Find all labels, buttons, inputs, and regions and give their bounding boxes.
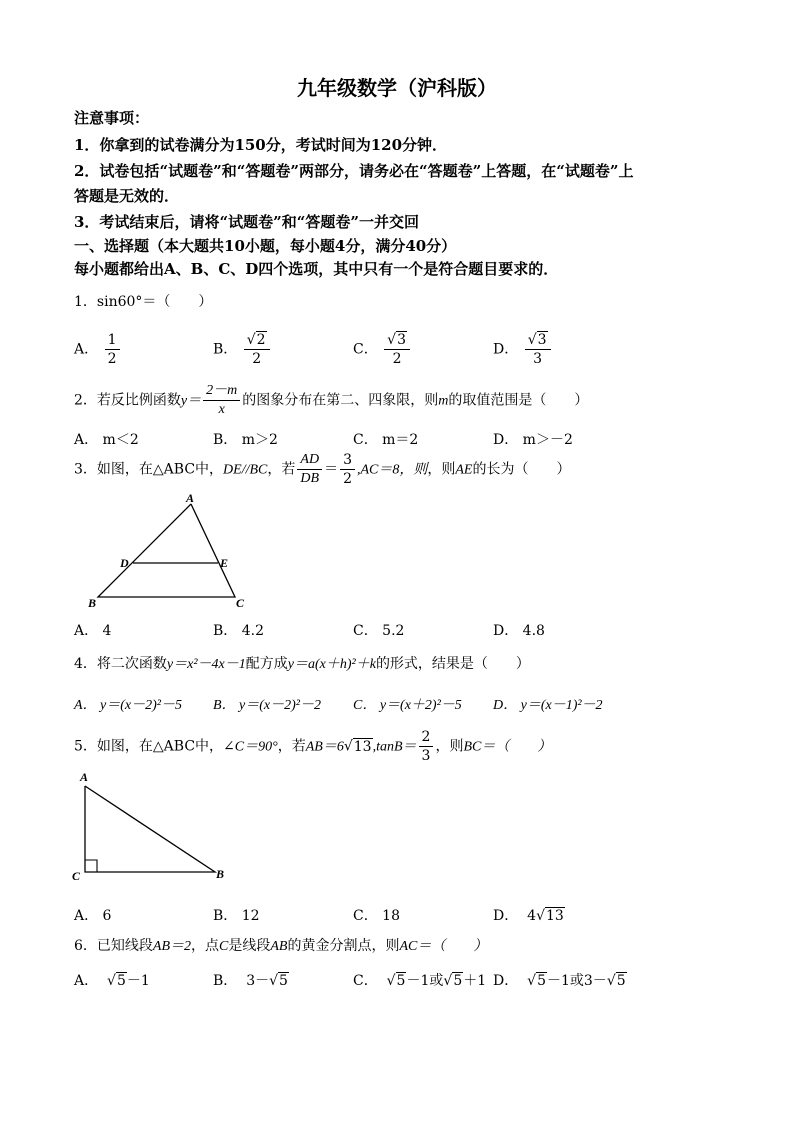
q4-option-c: C． y＝(x＋2)²－5 [353, 698, 462, 713]
q3-triangle-figure [74, 490, 254, 612]
section-heading: 一、选择题（本大题共10小题，每小题4分，满分40分） [74, 237, 457, 255]
notice-item-1: 1．你拿到的试卷满分为150分，考试时间为120分钟． [74, 136, 448, 154]
q2-option-d: D． m＞－2 [493, 432, 573, 448]
question-3-stem: 3．如图，在△ABC中，DE//BC，若 $\frac{AD}{DB}$ ＝ $\frac{3}{2}$ ,AC＝8，则，则AE的长为（ ） [74, 452, 571, 487]
label-b: B [88, 596, 97, 610]
q3-option-c: C． 5.2 [353, 623, 405, 639]
right-angle-mark [85, 860, 97, 872]
q4-option-a: A． y＝(x－2)²－5 [74, 698, 183, 713]
q2-option-a: A． m＜2 [74, 432, 139, 448]
triangle-abc [98, 504, 235, 597]
q5-option-b: B． 12 [213, 908, 260, 924]
q2-option-c: C． m＝2 [353, 432, 419, 448]
q5-right-triangle-figure [70, 770, 240, 890]
label-a: A [80, 770, 89, 784]
q1-option-b: B． $\frac{√2}{2}$ [213, 333, 272, 366]
label-c: C [72, 869, 81, 883]
q4-option-d: D． y＝(x－1)²－2 [493, 698, 603, 713]
q5-option-a: A． 6 [74, 908, 112, 924]
q6-option-b: B． 3－√5 [213, 973, 288, 989]
section-description: 每小题都给出A、B、C、D四个选项，其中只有一个是符合题目要求的． [74, 260, 559, 278]
notice-item-2: 2．试卷包括“试题卷”和“答题卷”两部分，请务必在“答题卷”上答题，在“试题卷”上 [74, 162, 634, 180]
q6-option-d: D． √5－1或3－√5 [493, 973, 626, 989]
notice-item-3: 3．考试结束后，请将“试题卷”和“答题卷”一并交回 [74, 213, 419, 231]
question-6-stem: 6．已知线段AB＝2，点C是线段AB的黄金分割点，则AC＝（ ） [74, 938, 488, 954]
notice-heading: 注意事项： [74, 109, 150, 127]
triangle-abc-right [85, 786, 215, 872]
q6-option-c: C． √5－1或√5＋1 [353, 973, 487, 989]
q3-option-a: A． 4 [74, 623, 112, 639]
q1-option-a: A． $\frac{1}{2}$ [74, 333, 122, 366]
q4-option-b: B． y＝(x－2)²－2 [213, 698, 322, 713]
question-2-stem: 2．若反比例函数y＝ $\frac{2-m}{x}$ 的图象分布在第二、四象限，则m的取值范围是（ ） [74, 383, 589, 417]
q3-option-b: B． 4.2 [213, 623, 265, 639]
q1-option-c: C． $\frac{√3}{2}$ [353, 333, 412, 366]
question-5-stem: 5．如图，在△ABC中，∠C＝90°，若AB＝6√13,tanB＝ $\frac{2}{3}$ ，则BC＝（ ） [74, 729, 552, 764]
q2-option-b: B． m＞2 [213, 432, 278, 448]
question-1-stem: 1．sin60°＝（ ） [74, 294, 213, 310]
q6-option-a: A． √5－1 [74, 973, 150, 989]
label-a: A [186, 491, 195, 505]
q5-option-c: C． 18 [353, 908, 400, 924]
q5-option-d: D． 4√13 [493, 908, 564, 924]
label-b: B [216, 867, 225, 881]
q3-option-d: D． 4.8 [493, 623, 545, 639]
page-title: 九年级数学（沪科版） [297, 76, 497, 100]
q1-option-d: D． $\frac{√3}{3}$ [493, 333, 553, 366]
label-d: D [120, 556, 129, 570]
label-e: E [220, 556, 229, 570]
notice-item-2-cont: 答题是无效的． [74, 187, 180, 205]
question-4-stem: 4．将二次函数y＝x²－4x－1配方成y＝a(x＋h)²＋k的形式，结果是（ ） [74, 656, 530, 672]
label-c: C [236, 596, 245, 610]
